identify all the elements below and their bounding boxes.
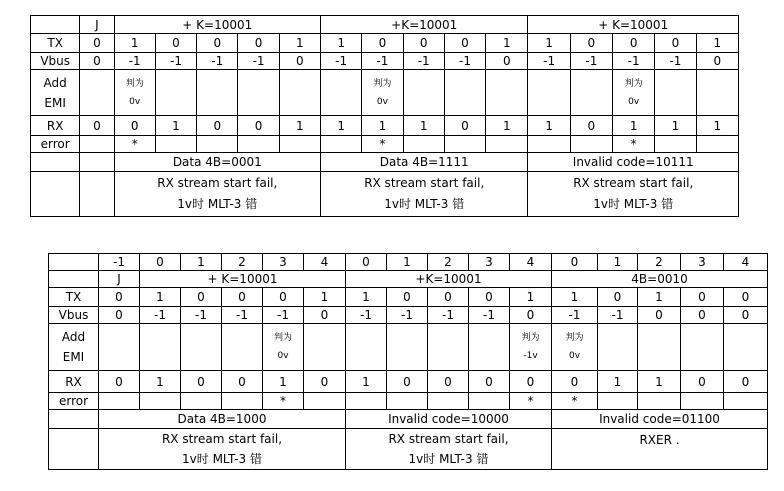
tx-cell: 1	[510, 288, 552, 307]
group-header: + K=10001	[140, 271, 346, 288]
rx-cell: 1	[403, 116, 444, 136]
rx-cell: 0	[444, 116, 485, 136]
empty-cell	[387, 393, 428, 410]
empty-cell	[80, 136, 114, 153]
empty-cell	[279, 70, 320, 116]
rx-cell: 1	[528, 116, 570, 136]
tx-cell: 1	[528, 34, 570, 53]
vbus-cell: -1	[528, 53, 570, 70]
code-row	[31, 153, 739, 172]
note-top: 判为	[273, 333, 292, 343]
rx-cell: 0	[99, 371, 140, 393]
result-line-2: 1v时 MLT-3 错	[182, 452, 262, 466]
header-row	[31, 16, 739, 34]
rx-cell: 0	[238, 116, 279, 136]
note-bottom: 0v	[568, 351, 581, 361]
vbus-cell: 0	[638, 307, 681, 324]
vbus-row	[49, 307, 768, 324]
decoded-code: Invalid code=10000	[346, 410, 552, 429]
empty-cell	[469, 393, 510, 410]
note-bottom: 0v	[628, 96, 640, 107]
row-label-vbus: Vbus	[49, 307, 99, 324]
empty-cell	[80, 153, 114, 172]
empty-cell	[444, 136, 485, 153]
rx-cell: 1	[346, 371, 387, 393]
vbus-cell: -1	[570, 53, 612, 70]
tx-row	[31, 34, 739, 53]
rx-cell: 1	[263, 371, 304, 393]
vbus-cell: -1	[197, 53, 238, 70]
group-header: + K=10001	[528, 16, 739, 34]
note-bottom: 0v	[376, 96, 388, 107]
rx-cell: 1	[155, 116, 196, 136]
index-row	[49, 254, 768, 271]
j-header: J	[99, 271, 140, 288]
empty-cell	[403, 136, 444, 153]
index-cell: 4	[304, 254, 346, 271]
empty-cell	[99, 324, 140, 371]
tx-cell: 0	[428, 288, 469, 307]
empty-cell	[528, 136, 570, 153]
tx-cell: 1	[279, 34, 320, 53]
encoding-table-1	[30, 15, 739, 217]
row-label-rx: RX	[31, 116, 80, 136]
empty-cell	[570, 70, 612, 116]
empty-cell	[181, 393, 222, 410]
empty-cell	[486, 136, 528, 153]
empty-cell	[31, 172, 80, 217]
emi-note	[263, 324, 304, 371]
note-bottom: 0v	[277, 351, 289, 361]
decoded-code: Data 4B=0001	[114, 153, 320, 172]
error-mark: *	[114, 136, 155, 153]
vbus-cell: 0	[510, 307, 552, 324]
group-header: +K=10001	[321, 16, 528, 34]
rx-cell: 1	[140, 371, 181, 393]
empty-cell	[598, 393, 638, 410]
error-mark: *	[362, 136, 403, 153]
add-label: Add	[43, 75, 67, 90]
rx-cell: 0	[80, 116, 114, 136]
tx-cell: 0	[362, 34, 403, 53]
vbus-cell: -1	[403, 53, 444, 70]
result-line-2: 1v时 MLT-3 错	[177, 197, 258, 211]
result-line-1: RXER .	[639, 433, 680, 447]
tx-row	[49, 288, 768, 307]
vbus-cell: -1	[444, 53, 485, 70]
decoded-code: Data 4B=1000	[99, 410, 346, 429]
index-cell: 0	[140, 254, 181, 271]
index-cell: 4	[724, 254, 768, 271]
note-top: 判为	[565, 333, 584, 343]
empty-cell	[655, 70, 696, 116]
result-line-2: 1v时 MLT-3 错	[384, 197, 465, 211]
error-mark: *	[552, 393, 598, 410]
vbus-cell: -1	[114, 53, 155, 70]
result-line-2: 1v时 MLT-3 错	[593, 197, 674, 211]
empty-cell	[140, 324, 181, 371]
tx-cell: 0	[387, 288, 428, 307]
rx-cell: 0	[510, 371, 552, 393]
tx-cell: 0	[99, 288, 140, 307]
empty-cell	[681, 324, 724, 371]
vbus-cell: -1	[598, 307, 638, 324]
error-mark: *	[263, 393, 304, 410]
empty-cell	[49, 410, 99, 429]
empty-cell	[279, 136, 320, 153]
tx-cell: 0	[681, 288, 724, 307]
vbus-cell: 0	[304, 307, 346, 324]
emi-note	[114, 70, 155, 116]
tx-cell: 0	[181, 288, 222, 307]
tx-cell: 1	[304, 288, 346, 307]
result-row	[49, 429, 768, 470]
index-cell: 3	[263, 254, 304, 271]
empty-cell	[469, 324, 510, 371]
tx-cell: 0	[570, 34, 612, 53]
index-cell: 1	[598, 254, 638, 271]
empty-cell	[655, 136, 696, 153]
empty-cell	[304, 393, 346, 410]
row-label-tx: TX	[31, 34, 80, 53]
tx-cell: 0	[80, 34, 114, 53]
index-cell: 2	[428, 254, 469, 271]
rx-row	[31, 116, 739, 136]
emi-label: EMI	[62, 350, 85, 364]
empty-cell	[638, 324, 681, 371]
emi-note	[510, 324, 552, 371]
decoded-code: Data 4B=1111	[321, 153, 528, 172]
tx-cell: 0	[655, 34, 696, 53]
note-bottom: 0v	[129, 96, 141, 107]
empty-cell	[140, 393, 181, 410]
empty-cell	[428, 393, 469, 410]
result-cell	[99, 429, 346, 470]
result-cell	[528, 172, 739, 217]
vbus-cell: 0	[279, 53, 320, 70]
rx-cell: 1	[638, 371, 681, 393]
add-label: Add	[61, 330, 86, 344]
rx-cell: 1	[321, 116, 362, 136]
index-cell: 4	[510, 254, 552, 271]
tx-cell: 0	[197, 34, 238, 53]
tx-cell: 0	[613, 34, 655, 53]
empty-cell	[181, 324, 222, 371]
tx-cell: 0	[263, 288, 304, 307]
rx-cell: 0	[114, 116, 155, 136]
rx-cell: 0	[570, 116, 612, 136]
code-row	[49, 410, 768, 429]
result-line-1: RX stream start fail,	[388, 432, 509, 446]
tx-cell: 1	[140, 288, 181, 307]
rx-cell: 0	[181, 371, 222, 393]
add-emi-row	[31, 70, 739, 116]
emi-note	[362, 70, 403, 116]
vbus-cell: 0	[696, 53, 738, 70]
vbus-cell: 0	[99, 307, 140, 324]
note-top: 判为	[125, 78, 144, 89]
empty-cell	[444, 70, 485, 116]
index-cell: 3	[469, 254, 510, 271]
empty-cell	[528, 70, 570, 116]
tx-cell: 0	[403, 34, 444, 53]
error-row	[31, 136, 739, 153]
empty-cell	[99, 393, 140, 410]
row-label-add-emi	[49, 324, 99, 371]
empty-cell	[49, 254, 99, 271]
index-cell: 3	[681, 254, 724, 271]
vbus-cell: -1	[552, 307, 598, 324]
empty-cell	[238, 70, 279, 116]
empty-cell	[724, 324, 768, 371]
rx-cell: 1	[696, 116, 738, 136]
vbus-cell: -1	[140, 307, 181, 324]
rx-cell: 1	[279, 116, 320, 136]
tx-cell: 0	[444, 34, 485, 53]
header-row	[49, 271, 768, 288]
empty-cell	[321, 136, 362, 153]
group-header: +K=10001	[346, 271, 552, 288]
empty-cell	[155, 136, 196, 153]
empty-cell	[49, 271, 99, 288]
rx-cell: 0	[428, 371, 469, 393]
vbus-cell: -1	[655, 53, 696, 70]
empty-cell	[31, 153, 80, 172]
empty-cell	[681, 393, 724, 410]
rx-cell: 1	[655, 116, 696, 136]
vbus-cell: 0	[80, 53, 114, 70]
emi-label: EMI	[44, 95, 66, 110]
empty-cell	[321, 70, 362, 116]
empty-cell	[222, 393, 263, 410]
empty-cell	[80, 70, 114, 116]
rx-cell: 0	[724, 371, 768, 393]
tx-cell: 1	[321, 34, 362, 53]
result-line-1: RX stream start fail,	[161, 432, 283, 446]
rx-cell: 0	[222, 371, 263, 393]
empty-cell	[598, 324, 638, 371]
tx-cell: 0	[155, 34, 196, 53]
vbus-cell: 0	[681, 307, 724, 324]
row-label-tx: TX	[49, 288, 99, 307]
vbus-cell: -1	[362, 53, 403, 70]
empty-cell	[403, 70, 444, 116]
vbus-cell: -1	[469, 307, 510, 324]
vbus-cell: -1	[321, 53, 362, 70]
index-cell: 2	[638, 254, 681, 271]
result-line-1: RX stream start fail,	[573, 176, 694, 190]
encoding-table-2	[48, 253, 768, 470]
vbus-cell: -1	[155, 53, 196, 70]
rx-cell: 0	[387, 371, 428, 393]
vbus-cell: 0	[724, 307, 768, 324]
row-label-error: error	[31, 136, 80, 153]
rx-cell: 1	[598, 371, 638, 393]
empty-cell	[570, 136, 612, 153]
row-label-rx: RX	[49, 371, 99, 393]
j-header: J	[80, 16, 114, 34]
empty-cell	[49, 429, 99, 470]
vbus-cell: -1	[263, 307, 304, 324]
tx-cell: 1	[346, 288, 387, 307]
empty-cell	[428, 324, 469, 371]
group-header: 4B=0010	[552, 271, 768, 288]
rx-row	[49, 371, 768, 393]
result-cell	[114, 172, 320, 217]
empty-cell	[155, 70, 196, 116]
tx-cell: 1	[114, 34, 155, 53]
tx-cell: 0	[724, 288, 768, 307]
empty-cell	[724, 393, 768, 410]
tx-cell: 1	[486, 34, 528, 53]
result-row	[31, 172, 739, 217]
group-header: + K=10001	[114, 16, 320, 34]
result-cell	[321, 172, 528, 217]
tx-cell: 0	[238, 34, 279, 53]
empty-cell	[638, 393, 681, 410]
tx-cell: 0	[598, 288, 638, 307]
empty-cell	[387, 324, 428, 371]
error-mark: *	[613, 136, 655, 153]
rx-cell: 0	[304, 371, 346, 393]
decoded-code: Invalid code=10111	[528, 153, 739, 172]
empty-cell	[304, 324, 346, 371]
rx-cell: 1	[486, 116, 528, 136]
rx-cell: 0	[552, 371, 598, 393]
tx-cell: 0	[469, 288, 510, 307]
tx-cell: 1	[696, 34, 738, 53]
empty-cell	[222, 324, 263, 371]
tx-cell: 0	[222, 288, 263, 307]
decoded-code: Invalid code=01100	[552, 410, 768, 429]
error-row	[49, 393, 768, 410]
rx-cell: 0	[681, 371, 724, 393]
vbus-cell: -1	[238, 53, 279, 70]
tx-cell: 1	[638, 288, 681, 307]
vbus-cell: -1	[222, 307, 263, 324]
add-emi-row	[49, 324, 768, 371]
index-cell: 0	[346, 254, 387, 271]
empty-cell	[197, 70, 238, 116]
rx-cell: 0	[469, 371, 510, 393]
result-line-1: RX stream start fail,	[364, 176, 485, 190]
note-bottom: -1v	[523, 351, 538, 361]
rx-cell: 1	[613, 116, 655, 136]
empty-cell	[197, 136, 238, 153]
note-top: 判为	[624, 78, 643, 89]
vbus-cell: 0	[486, 53, 528, 70]
note-top: 判为	[373, 78, 392, 89]
index-cell: -1	[99, 254, 140, 271]
result-cell	[552, 429, 768, 470]
note-top: 判为	[521, 333, 540, 343]
index-cell: 1	[387, 254, 428, 271]
empty-cell	[696, 136, 738, 153]
emi-note	[613, 70, 655, 116]
error-mark: *	[510, 393, 552, 410]
result-cell	[346, 429, 552, 470]
rx-cell: 1	[362, 116, 403, 136]
vbus-cell: -1	[428, 307, 469, 324]
emi-note	[552, 324, 598, 371]
index-cell: 1	[181, 254, 222, 271]
empty-cell	[346, 324, 387, 371]
vbus-cell: -1	[181, 307, 222, 324]
result-line-2: 1v时 MLT-3 错	[408, 452, 489, 466]
index-cell: 2	[222, 254, 263, 271]
index-cell: 0	[552, 254, 598, 271]
tx-cell: 1	[552, 288, 598, 307]
empty-cell	[238, 136, 279, 153]
empty-cell	[696, 70, 738, 116]
vbus-cell: -1	[613, 53, 655, 70]
result-line-1: RX stream start fail,	[157, 176, 278, 190]
empty-cell	[486, 70, 528, 116]
empty-cell	[346, 393, 387, 410]
row-label-vbus: Vbus	[31, 53, 80, 70]
empty-cell	[80, 172, 114, 217]
vbus-cell: -1	[346, 307, 387, 324]
rx-cell: 0	[197, 116, 238, 136]
vbus-cell: -1	[387, 307, 428, 324]
empty-cell	[31, 16, 80, 34]
vbus-row	[31, 53, 739, 70]
row-label-add-emi	[31, 70, 80, 116]
row-label-error: error	[49, 393, 99, 410]
